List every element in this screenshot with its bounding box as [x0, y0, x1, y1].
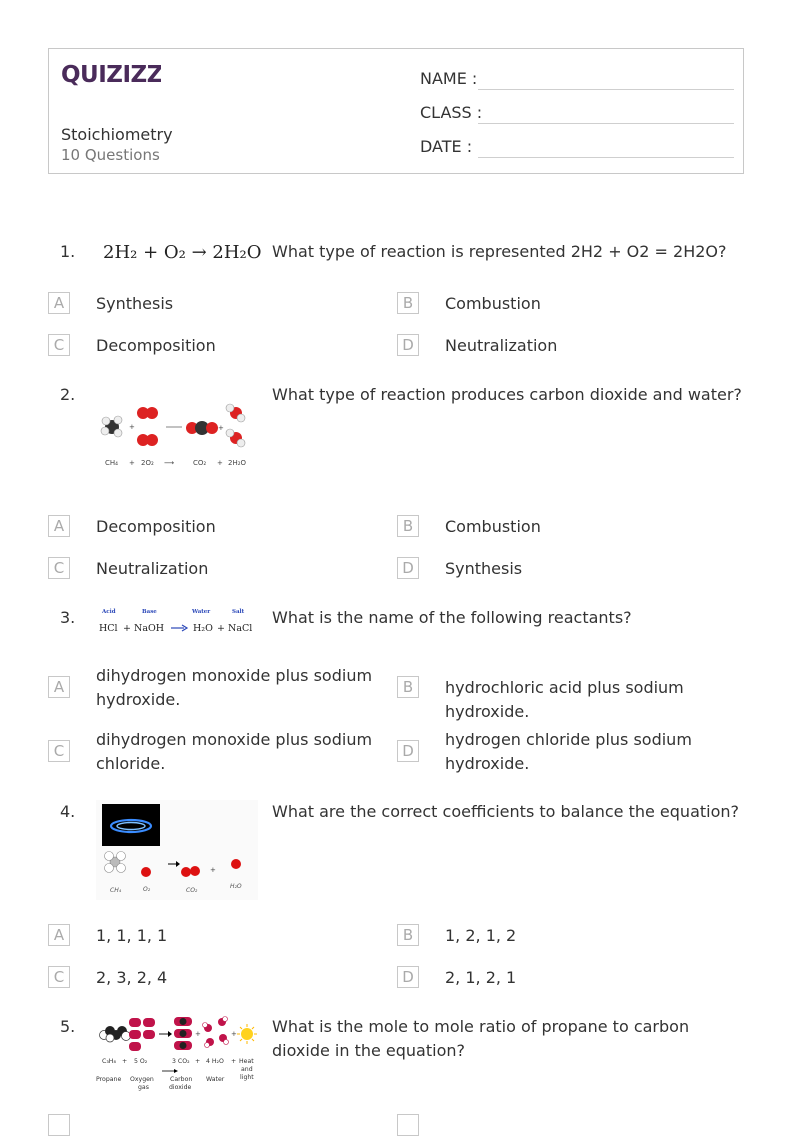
date-label: DATE :	[420, 137, 473, 156]
q3-option-a-box[interactable]: A	[48, 676, 70, 698]
q1-option-b-box[interactable]: B	[397, 292, 419, 314]
acid-label: Acid	[102, 609, 116, 615]
plus-label: +	[217, 623, 225, 634]
o2-label: O₂	[143, 886, 151, 893]
co2-label: CO₂	[186, 887, 198, 894]
water-label: Water	[206, 1076, 225, 1083]
q4-option-c-box[interactable]: C	[48, 966, 70, 988]
o2-label: 5 O₂	[134, 1058, 148, 1065]
h2o-label: H₂O	[230, 883, 242, 890]
q3-option-b-text[interactable]: hydrochloric acid plus sodium hydroxide.	[445, 678, 684, 721]
date-line[interactable]	[478, 157, 734, 158]
heat-label-2: and	[241, 1066, 253, 1073]
worksheet-title: Stoichiometry	[61, 125, 173, 144]
question-2-number: 2.	[60, 385, 76, 404]
question-2-text: What type of reaction produces carbon dioxide and water?	[272, 385, 742, 404]
q1-option-d-text[interactable]: Neutralization	[445, 336, 558, 355]
oxygen-molecule-icon	[129, 1018, 155, 1051]
plus-label: +	[129, 459, 135, 467]
q4-option-b-box[interactable]: B	[397, 924, 419, 946]
plus-label: +	[217, 459, 223, 467]
q3-option-c-text[interactable]: dihydrogen monoxide plus sodium chloride.	[96, 730, 373, 773]
q2-option-c-box[interactable]: C	[48, 557, 70, 579]
q2-option-d-text[interactable]: Synthesis	[445, 559, 523, 578]
plus-label: +	[231, 1030, 237, 1038]
plus-label: +	[218, 424, 224, 432]
oxygen-molecule-icon	[137, 407, 158, 446]
plus-label: +	[210, 866, 216, 874]
q5-option-b-box[interactable]	[397, 1114, 419, 1136]
q1-option-c-box[interactable]: C	[48, 334, 70, 356]
naoh-label: NaOH	[134, 623, 165, 634]
ch4-label: CH₄	[105, 459, 118, 467]
q1-option-a-box[interactable]: A	[48, 292, 70, 314]
question-1-image	[96, 240, 262, 270]
reaction-arrow-icon	[159, 1031, 172, 1037]
q1-option-a-text[interactable]: Synthesis	[96, 294, 174, 313]
q2-option-c-text[interactable]: Neutralization	[96, 559, 209, 578]
q4-option-b-text[interactable]: 1, 2, 1, 2	[445, 926, 517, 945]
q4-option-d-text[interactable]: 2, 1, 2, 1	[445, 968, 517, 987]
q3-option-c-box[interactable]: C	[48, 740, 70, 762]
name-field	[420, 69, 734, 93]
q3-option-b-box[interactable]: B	[397, 676, 419, 698]
question-3-text: What is the name of the following reactants?	[272, 608, 632, 627]
class-label: CLASS :	[420, 103, 483, 122]
date-field	[420, 137, 734, 161]
brand-text: QUIZIZZ	[61, 62, 161, 88]
q2-option-d-box[interactable]: D	[397, 557, 419, 579]
water-molecule-icon	[203, 1017, 229, 1048]
water-molecule-icon	[231, 859, 241, 869]
plus-label: +	[195, 1030, 201, 1038]
h2o-label: 4 H₂O	[206, 1058, 224, 1065]
propane-molecule-icon	[100, 1026, 131, 1042]
carbon-dioxide-molecule-icon	[181, 867, 191, 877]
h2o-label: H₂O	[193, 623, 213, 634]
reaction-arrow-icon	[162, 1069, 178, 1073]
question-5-image	[96, 1014, 258, 1098]
name-line[interactable]	[478, 89, 734, 90]
water-molecule-icon	[226, 404, 245, 447]
question-4-number: 4.	[60, 802, 76, 821]
carbon-dioxide-molecule-icon	[186, 421, 218, 435]
q1-option-c-text[interactable]: Decomposition	[96, 336, 216, 355]
ch4-label: CH₄	[110, 887, 122, 894]
plus-label: +	[195, 1058, 201, 1065]
equation-text: 2H₂ + O₂ → 2H₂O	[103, 242, 262, 263]
c3h8-label: C₃H₈	[102, 1058, 116, 1065]
question-3-number: 3.	[60, 608, 76, 627]
base-label: Base	[142, 609, 157, 615]
carbon-dioxide-molecule-icon	[174, 1017, 192, 1050]
plus-label: +	[123, 623, 131, 634]
plus-label: +	[231, 1058, 237, 1065]
name-label: NAME :	[420, 69, 478, 88]
q2-option-a-box[interactable]: A	[48, 515, 70, 537]
carbon-label: Carbon	[170, 1076, 193, 1083]
q3-option-d-box[interactable]: D	[397, 740, 419, 762]
sun-heat-icon	[237, 1024, 257, 1044]
methane-molecule-icon	[101, 416, 122, 437]
q4-option-a-box[interactable]: A	[48, 924, 70, 946]
carbon-label-2: dioxide	[169, 1084, 192, 1091]
propane-label: Propane	[96, 1076, 122, 1083]
q3-option-a-text[interactable]: dihydrogen monoxide plus sodium hydroxide.	[96, 666, 373, 709]
heat-label: Heat	[239, 1058, 254, 1065]
question-4-text: What are the correct coefficients to balance the equation?	[272, 802, 740, 821]
question-3-image	[96, 606, 256, 640]
worksheet-header	[48, 48, 744, 174]
q1-option-d-box[interactable]: D	[397, 334, 419, 356]
oxygen-label-2: gas	[138, 1084, 149, 1091]
nacl-label: NaCl	[228, 623, 253, 634]
water-label: Water	[192, 609, 211, 615]
reaction-arrow-icon	[171, 625, 187, 631]
class-field	[420, 103, 734, 127]
q3-option-d-text[interactable]: hydrogen chloride plus sodium hydroxide.	[445, 730, 692, 773]
hcl-label: HCl	[99, 623, 118, 634]
co2-label: CO₂	[193, 459, 207, 467]
question-4-image	[96, 800, 258, 904]
salt-label: Salt	[232, 609, 245, 615]
q4-option-c-text[interactable]: 2, 3, 2, 4	[96, 968, 168, 987]
question-1-text: What type of reaction is represented 2H2 + O2 = 2H2O?	[272, 242, 727, 261]
q2-option-b-box[interactable]: B	[397, 515, 419, 537]
q4-option-a-text[interactable]: 1, 1, 1, 1	[96, 926, 168, 945]
plus-label: +	[129, 423, 135, 431]
q2-option-b-text[interactable]: Combustion	[445, 517, 541, 536]
question-2-image	[96, 400, 256, 476]
co2-label: 3 CO₂	[172, 1058, 190, 1065]
h2o-label: 2H₂O	[228, 459, 247, 467]
heat-label-3: light	[240, 1074, 254, 1081]
o2-label: 2O₂	[141, 459, 154, 467]
question-5-number: 5.	[60, 1017, 76, 1036]
question-5-text: What is the mole to mole ratio of propane to carbon dioxide in the equation?	[272, 1017, 690, 1060]
q1-option-b-text[interactable]: Combustion	[445, 294, 541, 313]
oxygen-label: Oxygen	[130, 1076, 154, 1083]
q4-option-d-box[interactable]: D	[397, 966, 419, 988]
quizizz-logo	[61, 59, 161, 93]
q2-option-a-text[interactable]: Decomposition	[96, 517, 216, 536]
oxygen-atom-icon	[141, 867, 151, 877]
q5-option-a-box[interactable]	[48, 1114, 70, 1136]
class-line[interactable]	[478, 123, 734, 124]
question-1-number: 1.	[60, 242, 76, 261]
arrow-label: ⟶	[164, 459, 175, 467]
question-count: 10 Questions	[61, 146, 160, 164]
plus-label: +	[122, 1058, 128, 1065]
